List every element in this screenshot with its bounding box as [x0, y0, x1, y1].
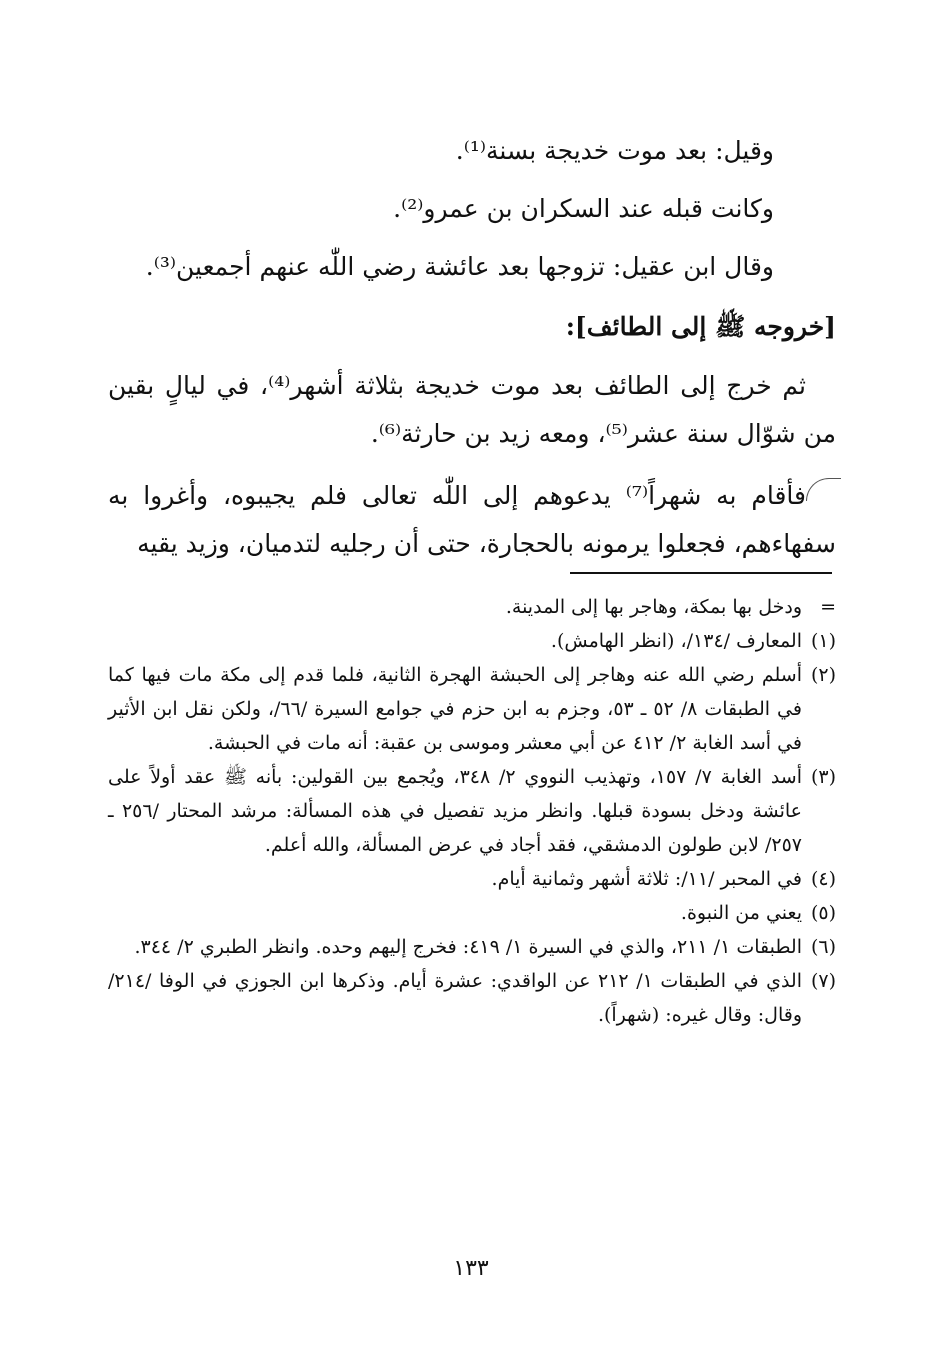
- paragraph: فأقام به شهراً⁽⁷⁾ يدعوهم إلى اللّٰه تعالى فلم يجيبوه، وأغروا به سفهاءهم، فجعلوا يرمونه بالحجارة، حتى أن رجليه لتدميان، وزيد يقيه: [108, 481, 836, 558]
- footnote-text: في المحبر /١١/: ثلاثة أشهر وثمانية أيام.: [491, 868, 802, 890]
- footnote-number: (١): [810, 630, 836, 652]
- footnote-number: (٣): [810, 766, 836, 788]
- footnote-text: الطبقات ١/ ٢١١، والذي في السيرة ١/ ٤١٩: فخرج إليهم وحده. وانظر الطبري ٢/ ٣٤٤.: [134, 936, 802, 958]
- footnote: [108, 590, 836, 624]
- footnote-text: يعني من النبوة.: [680, 902, 802, 924]
- footnote-text: الذي في الطبقات ١/ ٢١٢ عن الواقدي: عشرة أيام. وذكرها ابن الجوزي في الوفا /٢١٤/ وقال: وقال غيره: (شهراً).: [108, 970, 802, 1026]
- footnote-divider: [570, 572, 832, 574]
- footnote: [108, 624, 836, 658]
- footnote-text: أسلم رضي الله عنه وهاجر إلى الحبشة الهجرة الثانية، فلما قدم إلى مكة مات فيها كما في الطبقات ٨/ ٥٢ ـ ٥٣، وجزم به ابن حزم في جوامع السيرة /٦٦/، ولكن نقل ابن الأثير في أسد الغابة ٢/ ٤١٢ عن أبي معشر وموسى بن عقبة: أنه مات في الحبشة.: [108, 664, 802, 754]
- footnote-number: (٤): [810, 868, 836, 890]
- text-line: وقال ابن عقيل: تزوجها بعد عائشة رضي اللّٰه عنهم أجمعين⁽³⁾.: [145, 252, 774, 281]
- footnote: [108, 930, 836, 964]
- footnote: [108, 760, 836, 862]
- footnote-number: (٥): [810, 902, 836, 924]
- footnote-text: أسد الغابة ٧/ ١٥٧، وتهذيب النووي ٢/ ٣٤٨، ويُجمع بين القولين: بأنه ﷺ عقد أولاً على عائشة ودخل بسودة قبلها. وانظر مزيد تفصيل في هذه المسألة: مرشد المحتار /٢٥٦ ـ ٢٥٧/ لابن طولون الدمشقي، فقد أجاد في عرض المسألة، والله أعلم.: [108, 766, 802, 856]
- footnote-text: ودخل بها بمكة، وهاجر بها إلى المدينة.: [505, 596, 802, 618]
- text-line: وقيل: بعد موت خديجة بسنة⁽¹⁾.: [455, 136, 774, 165]
- paragraph: ثم خرج إلى الطائف بعد موت خديجة بثلاثة أشهر⁽⁴⁾، في ليالٍ بقين من شوّال سنة عشر⁽⁵⁾، ومعه زيد بن حارثة⁽⁶⁾.: [108, 371, 836, 448]
- page-number: ١٣٣: [453, 1256, 489, 1281]
- footnote: [108, 964, 836, 1032]
- footnote: [108, 896, 836, 930]
- footnote-number: (٦): [810, 936, 836, 958]
- footnotes: [108, 590, 836, 1032]
- footnote-text: المعارف /١٣٤/، (انظر الهامش).: [550, 630, 802, 652]
- footnote-number: =: [820, 596, 836, 618]
- footnote-number: (٢): [810, 664, 836, 686]
- section-heading: [خروجه ﷺ إلى الطائف]:: [565, 312, 836, 341]
- text-line: وكانت قبله عند السكران بن عمرو⁽²⁾.: [393, 194, 774, 223]
- footnote-number: (٧): [810, 970, 836, 992]
- main-text: [108, 122, 836, 568]
- footnote: [108, 658, 836, 760]
- footnote: [108, 862, 836, 896]
